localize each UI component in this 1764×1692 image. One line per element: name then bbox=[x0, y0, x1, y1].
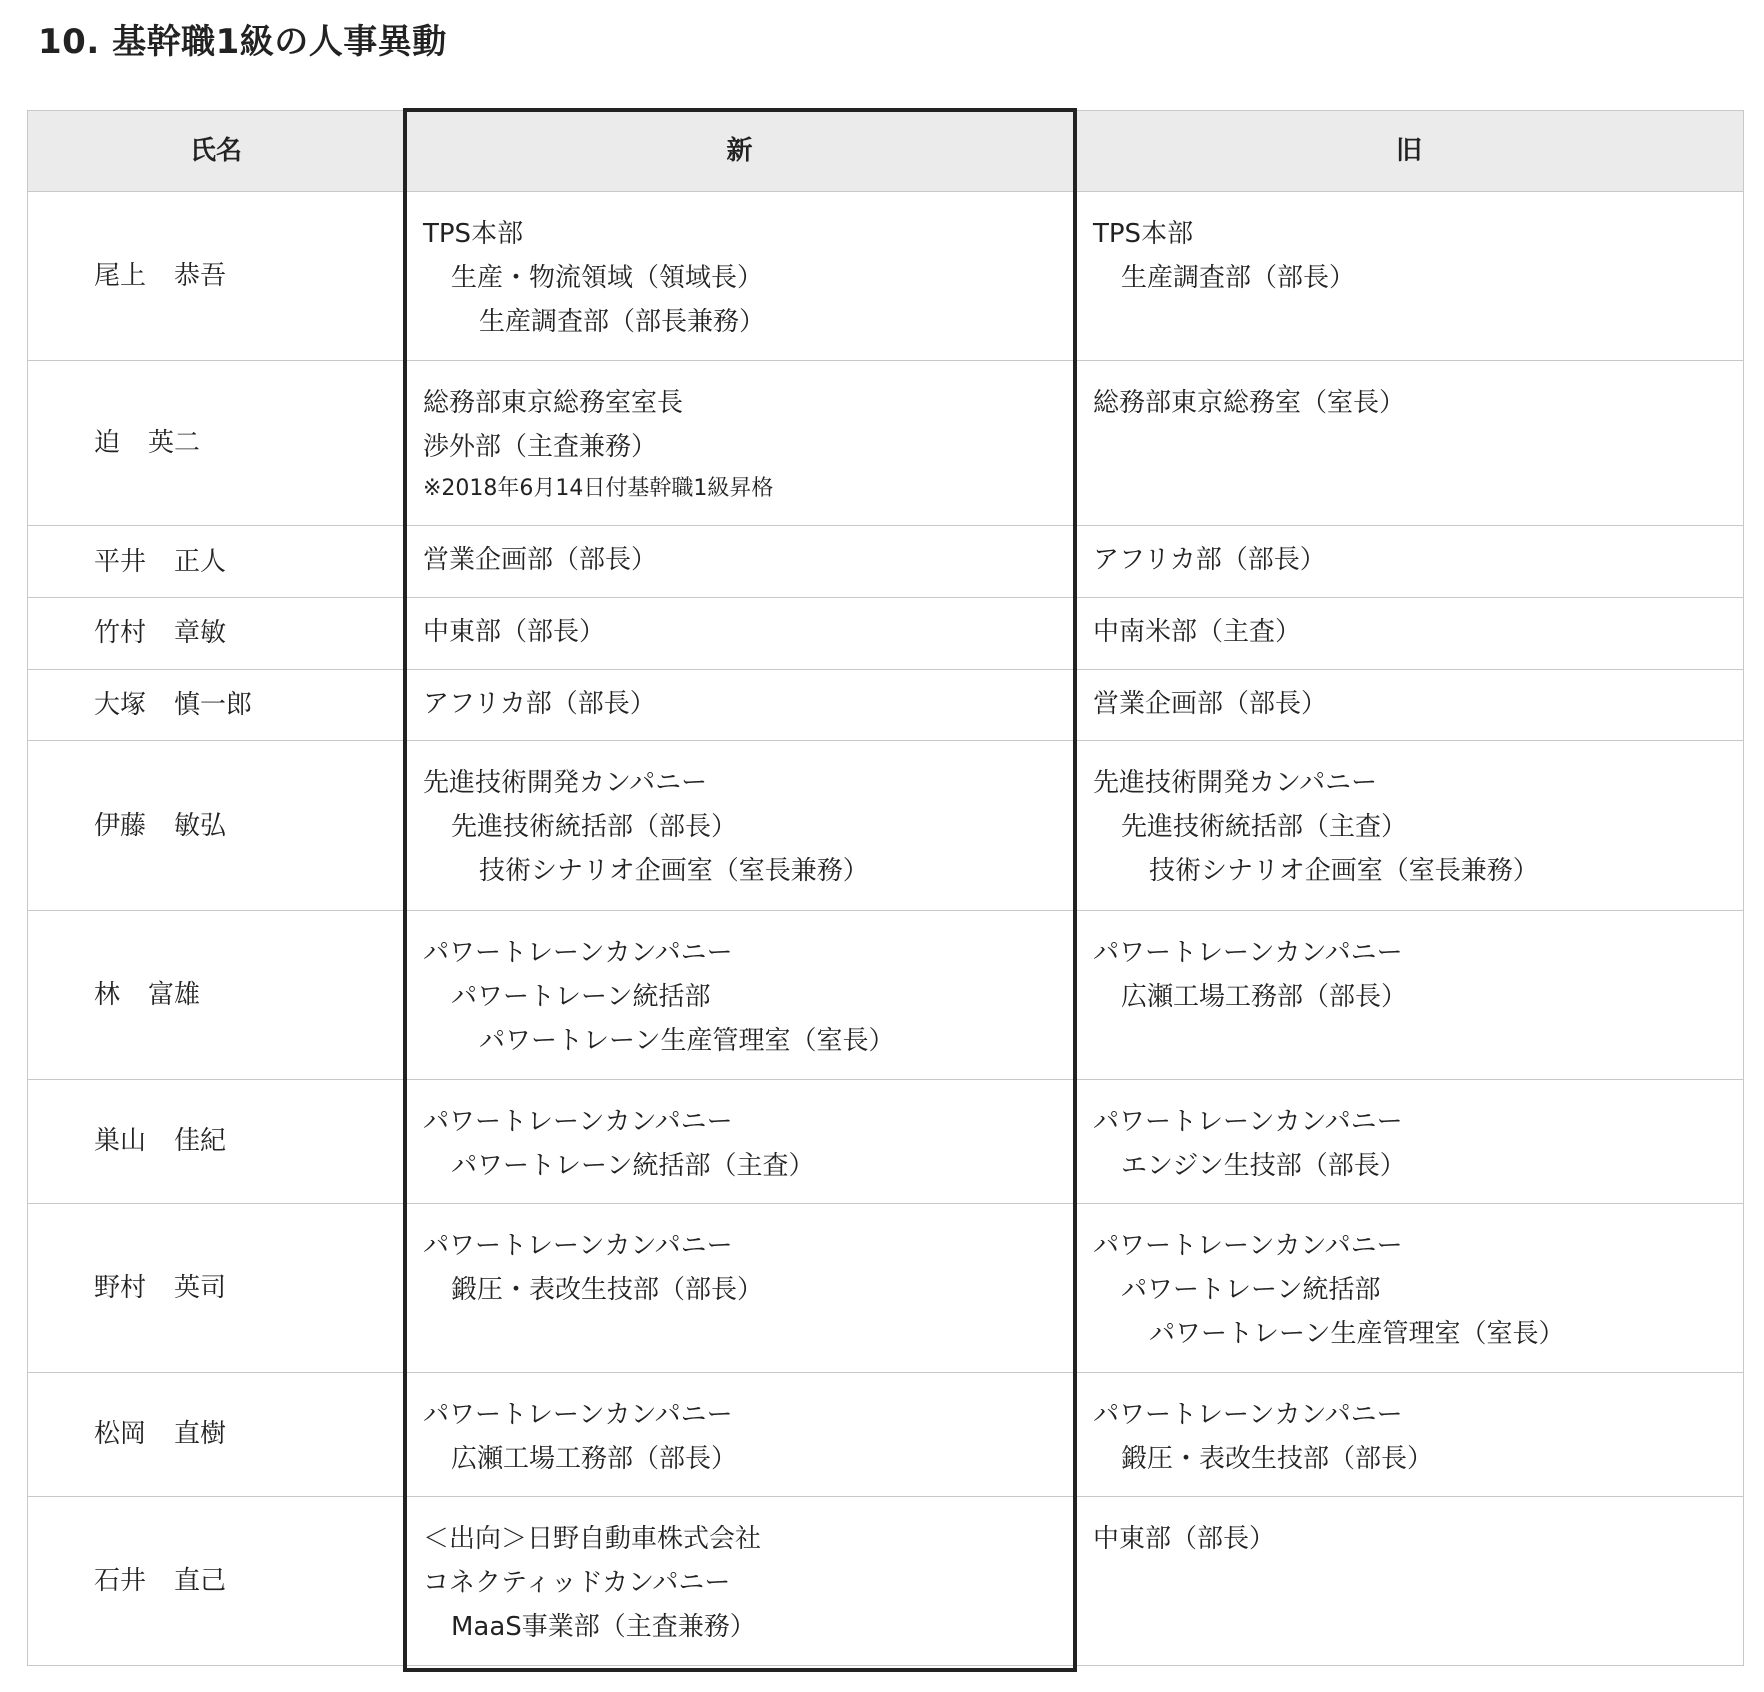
position-line: パワートレーンカンパニー bbox=[1093, 1400, 1403, 1431]
position-line: 先進技術開発カンパニー bbox=[423, 768, 708, 799]
new-position bbox=[405, 669, 1075, 741]
new-position bbox=[405, 910, 1075, 1079]
position-line: パワートレーン統括部（主査） bbox=[451, 1151, 815, 1182]
old-position bbox=[1075, 361, 1744, 526]
table-header-row bbox=[28, 111, 1744, 192]
position-line: パワートレーンカンパニー bbox=[423, 1107, 733, 1138]
position-line: パワートレーンカンパニー bbox=[1093, 1107, 1403, 1138]
old-position bbox=[1075, 1080, 1744, 1204]
surname: 大塚 bbox=[94, 690, 147, 721]
table-row bbox=[28, 1373, 1744, 1497]
position-line: 営業企画部（部長） bbox=[423, 545, 658, 576]
surname: 石井 bbox=[94, 1565, 147, 1596]
surname: 巣山 bbox=[94, 1126, 147, 1157]
surname: 伊藤 bbox=[94, 810, 147, 841]
position-line: 生産調査部（部長） bbox=[1121, 263, 1356, 293]
promotion-note: ※2018年6月14日付基幹職1級昇格 bbox=[423, 476, 774, 502]
position-line: 鍛圧・表改生技部（部長） bbox=[451, 1274, 764, 1305]
new-position bbox=[405, 192, 1075, 361]
table-row bbox=[28, 910, 1744, 1079]
person-name bbox=[28, 1373, 405, 1497]
table-row bbox=[28, 741, 1744, 910]
personnel-table-wrapper bbox=[27, 110, 1743, 1666]
table-row bbox=[28, 598, 1744, 670]
position-line: 広瀬工場工務部（部長） bbox=[1121, 981, 1408, 1012]
person-name bbox=[28, 1203, 405, 1372]
position-line: 生産調査部（部長兼務） bbox=[479, 307, 766, 337]
given-name: 英司 bbox=[174, 1272, 227, 1303]
old-position bbox=[1075, 669, 1744, 741]
position-line: 広瀬工場工務部（部長） bbox=[451, 1444, 738, 1475]
position-line: 中南米部（主査） bbox=[1093, 617, 1302, 648]
position-line: 中東部（部長） bbox=[423, 617, 606, 648]
new-position bbox=[405, 1203, 1075, 1372]
old-position bbox=[1075, 526, 1744, 598]
given-name: 英二 bbox=[148, 428, 201, 459]
new-position bbox=[405, 1373, 1075, 1497]
table-row bbox=[28, 526, 1744, 598]
old-position bbox=[1075, 741, 1744, 910]
person-name bbox=[28, 1080, 405, 1204]
position-line: 技術シナリオ企画室（室長兼務） bbox=[1149, 856, 1539, 887]
new-position bbox=[405, 361, 1075, 526]
position-line: 先進技術統括部（部長） bbox=[451, 812, 738, 843]
new-position bbox=[405, 1496, 1075, 1665]
surname: 野村 bbox=[94, 1272, 147, 1303]
surname: 迫 bbox=[94, 428, 121, 459]
position-line: パワートレーンカンパニー bbox=[1093, 1230, 1403, 1261]
person-name bbox=[28, 910, 405, 1079]
position-line: 総務部東京総務室室長 bbox=[423, 388, 684, 419]
given-name: 章敏 bbox=[174, 618, 227, 649]
given-name: 敏弘 bbox=[174, 810, 227, 841]
surname: 竹村 bbox=[94, 618, 147, 649]
position-line: アフリカ部（部長） bbox=[423, 688, 656, 719]
position-line: 中東部（部長） bbox=[1093, 1523, 1276, 1554]
person-name bbox=[28, 598, 405, 670]
given-name: 正人 bbox=[174, 546, 227, 577]
position-line: TPS本部 bbox=[1093, 219, 1194, 249]
position-line: 営業企画部（部長） bbox=[1093, 688, 1328, 719]
person-name bbox=[28, 1496, 405, 1665]
position-line: 先進技術開発カンパニー bbox=[1093, 768, 1378, 799]
position-line: パワートレーン統括部 bbox=[451, 981, 711, 1012]
position-line: エンジン生技部（部長） bbox=[1121, 1151, 1406, 1182]
position-line: ＜出向＞日野自動車株式会社 bbox=[423, 1523, 762, 1554]
position-line: MaaS事業部（主査兼務） bbox=[451, 1611, 756, 1642]
header-new: 新 bbox=[405, 111, 1075, 192]
surname: 林 bbox=[94, 979, 121, 1010]
new-position bbox=[405, 526, 1075, 598]
position-line: 先進技術統括部（主査） bbox=[1121, 812, 1408, 843]
new-position bbox=[405, 741, 1075, 910]
position-line: アフリカ部（部長） bbox=[1093, 545, 1326, 576]
position-line: パワートレーン生産管理室（室長） bbox=[479, 1025, 895, 1056]
table-row bbox=[28, 1496, 1744, 1665]
position-line: パワートレーンカンパニー bbox=[423, 1400, 733, 1431]
position-line: コネクティッドカンパニー bbox=[423, 1567, 731, 1598]
given-name: 直樹 bbox=[174, 1419, 227, 1450]
position-line: パワートレーン統括部 bbox=[1121, 1274, 1381, 1305]
given-name: 富雄 bbox=[148, 979, 201, 1010]
old-position bbox=[1075, 1496, 1744, 1665]
surname: 尾上 bbox=[94, 261, 147, 292]
header-old: 旧 bbox=[1075, 111, 1744, 192]
person-name bbox=[28, 669, 405, 741]
person-name bbox=[28, 526, 405, 598]
given-name: 直己 bbox=[174, 1565, 227, 1596]
position-line: 技術シナリオ企画室（室長兼務） bbox=[479, 856, 869, 887]
person-name bbox=[28, 741, 405, 910]
old-position bbox=[1075, 1203, 1744, 1372]
table-row bbox=[28, 361, 1744, 526]
person-name bbox=[28, 192, 405, 361]
position-line: パワートレーンカンパニー bbox=[423, 937, 733, 968]
given-name: 慎一郎 bbox=[174, 690, 253, 721]
table-row bbox=[28, 1080, 1744, 1204]
personnel-transfer-table bbox=[27, 110, 1744, 1666]
given-name: 佳紀 bbox=[174, 1126, 227, 1157]
surname: 平井 bbox=[94, 546, 147, 577]
position-line: 生産・物流領域（領域長） bbox=[451, 263, 764, 293]
header-name: 氏名 bbox=[28, 111, 405, 192]
table-row bbox=[28, 1203, 1744, 1372]
old-position bbox=[1075, 910, 1744, 1079]
position-line: 鍛圧・表改生技部（部長） bbox=[1121, 1444, 1434, 1475]
table-row bbox=[28, 192, 1744, 361]
position-line: 総務部東京総務室（室長） bbox=[1093, 388, 1406, 419]
position-line: パワートレーンカンパニー bbox=[1093, 937, 1403, 968]
surname: 松岡 bbox=[94, 1419, 147, 1450]
new-position bbox=[405, 598, 1075, 670]
old-position bbox=[1075, 598, 1744, 670]
old-position bbox=[1075, 192, 1744, 361]
position-line: 渉外部（主査兼務） bbox=[423, 432, 658, 463]
page-title: 10. 基幹職1級の人事異動 bbox=[38, 22, 447, 62]
table-row bbox=[28, 669, 1744, 741]
position-line: TPS本部 bbox=[423, 219, 524, 249]
old-position bbox=[1075, 1373, 1744, 1497]
position-line: パワートレーン生産管理室（室長） bbox=[1149, 1318, 1565, 1349]
given-name: 恭吾 bbox=[174, 261, 227, 292]
position-line: パワートレーンカンパニー bbox=[423, 1230, 733, 1261]
person-name bbox=[28, 361, 405, 526]
new-position bbox=[405, 1080, 1075, 1204]
